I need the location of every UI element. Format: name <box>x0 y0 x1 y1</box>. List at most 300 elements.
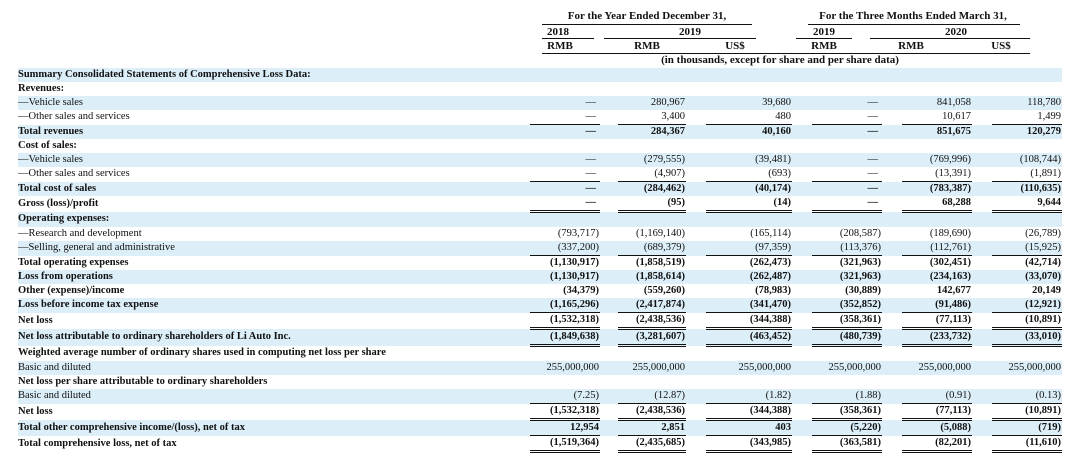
cell-value <box>812 139 882 153</box>
cell-value <box>992 139 1062 153</box>
cell-value <box>706 68 792 82</box>
row-label: —Vehicle sales <box>18 153 530 167</box>
cell-value: 2,851 <box>618 420 686 436</box>
cell-value: (7.25) <box>530 389 600 404</box>
cell-value: (77,113) <box>902 313 972 329</box>
table-row <box>18 167 1062 182</box>
cell-value: (363,581) <box>812 436 882 452</box>
column-gap <box>882 96 902 110</box>
header-year-underline-3 <box>796 38 852 39</box>
header-year-2020: 2020 <box>945 26 967 38</box>
cell-value <box>618 68 686 82</box>
column-gap <box>792 329 812 346</box>
row-label: Loss from operations <box>18 270 530 284</box>
cell-value <box>902 346 972 362</box>
table-row <box>18 82 1062 96</box>
column-gap <box>882 110 902 125</box>
header-group1-underline <box>542 24 752 25</box>
cell-value: (284,462) <box>618 182 686 197</box>
table-row <box>18 68 1062 82</box>
column-gap <box>972 227 992 241</box>
column-gap <box>600 82 618 96</box>
cell-value: (344,388) <box>706 313 792 329</box>
cell-value: (1,130,917) <box>530 270 600 284</box>
table-row <box>18 227 1062 241</box>
column-gap <box>972 361 992 375</box>
row-label: Total operating expenses <box>18 256 129 268</box>
column-gap <box>882 139 902 153</box>
column-gap <box>792 68 812 82</box>
column-gap <box>792 346 812 362</box>
header-year-2018: 2018 <box>547 26 569 38</box>
cell-value: (208,587) <box>839 228 881 239</box>
table-row <box>18 96 1062 110</box>
cell-value: (165,114) <box>750 228 791 239</box>
cell-value <box>812 68 882 82</box>
cell-value <box>706 375 792 389</box>
cell-value: (97,359) <box>706 241 792 256</box>
column-gap <box>882 389 902 404</box>
cell-value: (11,610) <box>992 436 1062 452</box>
cell-value: (0.91) <box>902 389 972 404</box>
cell-value <box>992 346 1062 362</box>
cell-value: (189,690) <box>929 228 971 239</box>
cell-value: (352,852) <box>812 298 882 313</box>
cell-value <box>812 375 882 389</box>
header-currency-6: US$ <box>991 40 1011 52</box>
cell-value: (321,963) <box>812 256 882 271</box>
cell-value: — <box>812 125 882 140</box>
column-gap <box>972 182 992 197</box>
cell-value <box>530 212 600 228</box>
cell-value: (82,201) <box>902 436 972 452</box>
cell-value <box>530 82 600 96</box>
column-gap <box>882 82 902 96</box>
table-row <box>18 375 1062 389</box>
column-gap <box>600 284 618 298</box>
column-gap <box>792 284 812 298</box>
column-gap <box>882 420 902 436</box>
cell-value <box>902 139 972 153</box>
table-row <box>18 313 1062 329</box>
cell-value <box>902 82 972 96</box>
cell-value: — <box>530 182 600 197</box>
column-gap <box>792 361 812 375</box>
column-gap <box>882 270 902 284</box>
row-label: Weighted average number of ordinary shares used in computing net loss per share <box>18 347 386 359</box>
cell-value: (14) <box>706 196 792 212</box>
cell-value: (15,925) <box>992 241 1062 256</box>
table-row <box>18 125 1062 140</box>
cell-value: (279,555) <box>618 153 686 167</box>
column-gap <box>882 329 902 346</box>
row-label: Net loss <box>18 405 53 417</box>
cell-value: (559,260) <box>643 285 685 296</box>
row-label: —Vehicle sales <box>18 96 530 110</box>
cell-value: (262,473) <box>706 256 792 271</box>
column-gap <box>792 110 812 125</box>
row-label: Net loss attributable to ordinary shareholders of Li Auto Inc. <box>18 329 530 346</box>
cell-value: (2,417,874) <box>618 298 686 313</box>
column-gap <box>600 241 618 256</box>
cell-value: (26,789) <box>1025 228 1061 239</box>
column-gap <box>686 313 706 329</box>
header-group1-title: For the Year Ended December 31, <box>567 10 727 22</box>
column-gap <box>686 153 706 167</box>
table-row <box>18 110 1062 125</box>
header-currency-1: RMB <box>547 40 573 52</box>
column-gap <box>600 68 618 82</box>
column-gap <box>882 313 902 329</box>
cell-value: (1,130,917) <box>530 256 600 271</box>
column-gap <box>972 298 992 313</box>
cell-value: (302,451) <box>902 256 972 271</box>
cell-value: (33,010) <box>992 329 1062 346</box>
row-label: —Other sales and services <box>18 111 130 123</box>
column-gap <box>600 420 618 436</box>
row-label: Summary Consolidated Statements of Comprehensive Loss Data: <box>18 68 530 82</box>
column-gap <box>686 182 706 197</box>
column-gap <box>686 167 706 182</box>
cell-value <box>618 139 686 153</box>
cell-value: 841,058 <box>902 96 972 110</box>
cell-value <box>530 139 600 153</box>
column-gap <box>686 436 706 452</box>
column-gap <box>600 139 618 153</box>
table-row <box>18 420 1062 436</box>
column-gap <box>600 96 618 110</box>
cell-value: (344,388) <box>706 404 792 420</box>
column-gap <box>972 313 992 329</box>
column-gap <box>600 298 618 313</box>
cell-value: (689,379) <box>618 241 686 256</box>
column-gap <box>686 212 706 228</box>
column-gap <box>600 153 618 167</box>
cell-value: (77,113) <box>902 404 972 420</box>
cell-value <box>618 82 686 96</box>
column-gap <box>972 375 992 389</box>
column-gap <box>686 125 706 140</box>
cell-value: 280,967 <box>618 96 686 110</box>
column-gap <box>686 329 706 346</box>
cell-value: 10,617 <box>942 111 971 122</box>
cell-value: 3,400 <box>661 111 685 122</box>
cell-value <box>992 212 1062 228</box>
header-currency-2: RMB <box>634 40 660 52</box>
column-gap <box>792 196 812 212</box>
cell-value: (10,891) <box>992 404 1062 420</box>
column-gap <box>882 125 902 140</box>
cell-value <box>706 139 792 153</box>
column-gap <box>686 389 706 404</box>
cell-value <box>530 68 600 82</box>
cell-value: 20,149 <box>1032 285 1061 296</box>
cell-value <box>902 212 972 228</box>
table-row <box>18 389 1062 404</box>
header-currency-5: RMB <box>898 40 924 52</box>
column-gap <box>882 182 902 197</box>
column-gap <box>882 196 902 212</box>
column-gap <box>972 241 992 256</box>
cell-value <box>530 346 600 362</box>
column-gap <box>792 227 812 241</box>
table-row <box>18 404 1062 420</box>
column-gap <box>686 227 706 241</box>
cell-value: (769,996) <box>902 153 972 167</box>
column-gap <box>882 167 902 182</box>
cell-value: 1,499 <box>1037 111 1061 122</box>
row-label: —Selling, general and administrative <box>18 241 530 256</box>
row-label: Total other comprehensive income/(loss), net of tax <box>18 420 530 436</box>
cell-value <box>812 346 882 362</box>
column-gap <box>792 420 812 436</box>
column-gap <box>882 241 902 256</box>
column-gap <box>600 212 618 228</box>
column-gap <box>600 346 618 362</box>
column-gap <box>792 182 812 197</box>
cell-value: (1,169,140) <box>636 228 685 239</box>
table-row <box>18 346 1062 362</box>
column-gap <box>882 346 902 362</box>
cell-value: 284,367 <box>618 125 686 140</box>
column-gap <box>686 82 706 96</box>
column-gap <box>686 284 706 298</box>
cell-value: (343,985) <box>706 436 792 452</box>
cell-value <box>992 82 1062 96</box>
table-row <box>18 196 1062 212</box>
cell-value: (12,921) <box>992 298 1062 313</box>
row-label: Cost of sales: <box>18 140 77 151</box>
column-gap <box>792 375 812 389</box>
column-gap <box>600 313 618 329</box>
cell-value: 68,288 <box>902 196 972 212</box>
row-label: Other (expense)/income <box>18 285 125 296</box>
cell-value: 9,644 <box>992 196 1062 212</box>
column-gap <box>686 298 706 313</box>
column-gap <box>600 436 618 452</box>
cell-value: 403 <box>706 420 792 436</box>
cell-value: (2,438,536) <box>618 404 686 420</box>
cell-value: (3,281,607) <box>618 329 686 346</box>
column-gap <box>972 284 992 298</box>
column-gap <box>882 212 902 228</box>
cell-value: — <box>530 96 600 110</box>
cell-value: (10,891) <box>992 313 1062 329</box>
column-gap <box>792 270 812 284</box>
cell-value: (358,361) <box>812 313 882 329</box>
cell-value: (1.82) <box>706 389 792 404</box>
cell-value: (39,481) <box>706 153 792 167</box>
column-gap <box>882 284 902 298</box>
cell-value <box>706 82 792 96</box>
column-gap <box>972 110 992 125</box>
cell-value: (793,717) <box>557 228 599 239</box>
column-gap <box>792 96 812 110</box>
cell-value <box>812 82 882 96</box>
cell-value: 12,954 <box>530 420 600 436</box>
cell-value: (1,858,519) <box>618 256 686 271</box>
column-gap <box>600 167 618 182</box>
column-gap <box>972 420 992 436</box>
cell-value: (4,907) <box>654 168 685 179</box>
cell-value: (113,376) <box>812 241 882 256</box>
cell-value: (337,200) <box>530 241 600 256</box>
cell-value: — <box>812 96 882 110</box>
financial-table <box>18 68 1062 453</box>
cell-value: — <box>585 168 596 179</box>
row-label: Net loss <box>18 314 53 326</box>
cell-value: (1,891) <box>1030 168 1061 179</box>
header-year-underline-4 <box>870 38 1030 39</box>
cell-value: (40,174) <box>706 182 792 197</box>
cell-value: (1,519,364) <box>530 436 600 452</box>
header-currency-4: RMB <box>811 40 837 52</box>
column-gap <box>686 139 706 153</box>
cell-value: — <box>812 182 882 197</box>
cell-value: 120,279 <box>992 125 1062 140</box>
column-gap <box>600 256 618 271</box>
cell-value: (78,983) <box>755 285 791 296</box>
column-gap <box>600 196 618 212</box>
cell-value: 255,000,000 <box>902 361 972 375</box>
column-gap <box>686 346 706 362</box>
column-gap <box>972 436 992 452</box>
cell-value: (1,849,638) <box>530 329 600 346</box>
table-row <box>18 284 1062 298</box>
cell-value: (1,532,318) <box>530 404 600 420</box>
cell-value: (262,487) <box>706 270 792 284</box>
cell-value: (2,438,536) <box>618 313 686 329</box>
cell-value: (5,220) <box>812 420 882 436</box>
column-gap <box>686 256 706 271</box>
column-gap <box>972 82 992 96</box>
column-gap <box>792 256 812 271</box>
column-gap <box>686 68 706 82</box>
cell-value: — <box>530 153 600 167</box>
cell-value <box>618 346 686 362</box>
column-gap <box>792 153 812 167</box>
column-gap <box>792 436 812 452</box>
cell-value: (30,889) <box>845 285 881 296</box>
column-gap <box>686 404 706 420</box>
column-gap <box>972 196 992 212</box>
cell-value <box>812 212 882 228</box>
column-gap <box>882 68 902 82</box>
cell-value: (0.13) <box>992 389 1062 404</box>
cell-value: (234,163) <box>902 270 972 284</box>
cell-value: (95) <box>618 196 686 212</box>
table-row <box>18 256 1062 271</box>
column-gap <box>882 153 902 167</box>
table-row <box>18 436 1062 452</box>
column-gap <box>882 361 902 375</box>
cell-value: (33,070) <box>992 270 1062 284</box>
cell-value: (13,391) <box>935 168 971 179</box>
cell-value: (1,532,318) <box>530 313 600 329</box>
cell-value: 40,160 <box>706 125 792 140</box>
column-gap <box>600 361 618 375</box>
cell-value <box>992 68 1062 82</box>
column-gap <box>972 329 992 346</box>
cell-value: (463,452) <box>706 329 792 346</box>
column-gap <box>600 182 618 197</box>
cell-value: (358,361) <box>812 404 882 420</box>
column-gap <box>600 110 618 125</box>
row-label: Basic and diluted <box>18 361 530 375</box>
cell-value <box>618 212 686 228</box>
column-gap <box>972 389 992 404</box>
cell-value: 142,677 <box>936 285 971 296</box>
table-row <box>18 241 1062 256</box>
cell-value: (112,761) <box>902 241 972 256</box>
column-gap <box>972 153 992 167</box>
header-currency-3: US$ <box>725 40 745 52</box>
column-gap <box>972 125 992 140</box>
column-gap <box>972 96 992 110</box>
table-row <box>18 153 1062 167</box>
row-label: Revenues: <box>18 83 65 94</box>
column-gap <box>600 375 618 389</box>
header-units-note: (in thousands, except for share and per share data) <box>661 54 899 66</box>
column-gap <box>686 241 706 256</box>
row-label: Gross (loss)/profit <box>18 197 99 209</box>
table-row <box>18 212 1062 228</box>
row-label: Total comprehensive loss, net of tax <box>18 437 177 449</box>
column-gap <box>882 256 902 271</box>
column-gap <box>686 96 706 110</box>
table-row <box>18 182 1062 197</box>
cell-value: 118,780 <box>992 96 1062 110</box>
column-gap <box>600 329 618 346</box>
cell-value: — <box>812 196 882 212</box>
header-year-underline-1 <box>542 38 594 39</box>
cell-value: (108,744) <box>992 153 1062 167</box>
cell-value: (783,387) <box>902 182 972 197</box>
column-gap <box>972 212 992 228</box>
column-gap <box>686 270 706 284</box>
table-row <box>18 298 1062 313</box>
row-label: Basic and diluted <box>18 389 530 404</box>
row-label: Loss before income tax expense <box>18 298 530 313</box>
column-gap <box>972 270 992 284</box>
cell-value <box>902 375 972 389</box>
column-gap <box>600 270 618 284</box>
cell-value: 255,000,000 <box>812 361 882 375</box>
column-gap <box>792 139 812 153</box>
cell-value: (233,732) <box>902 329 972 346</box>
cell-value: (719) <box>992 420 1062 436</box>
cell-value: (2,435,685) <box>618 436 686 452</box>
cell-value: (34,379) <box>563 285 599 296</box>
column-gap <box>882 227 902 241</box>
column-gap <box>792 389 812 404</box>
column-gap <box>600 227 618 241</box>
cell-value: 255,000,000 <box>706 361 792 375</box>
cell-value <box>992 375 1062 389</box>
cell-value: — <box>530 125 600 140</box>
cell-value: (1.88) <box>812 389 882 404</box>
cell-value: — <box>867 168 878 179</box>
column-gap <box>972 139 992 153</box>
cell-value <box>706 346 792 362</box>
column-gap <box>792 241 812 256</box>
column-gap <box>792 298 812 313</box>
cell-value <box>618 375 686 389</box>
cell-value: (110,635) <box>992 182 1062 197</box>
column-gap <box>792 82 812 96</box>
cell-value: (91,486) <box>902 298 972 313</box>
table-row <box>18 329 1062 346</box>
